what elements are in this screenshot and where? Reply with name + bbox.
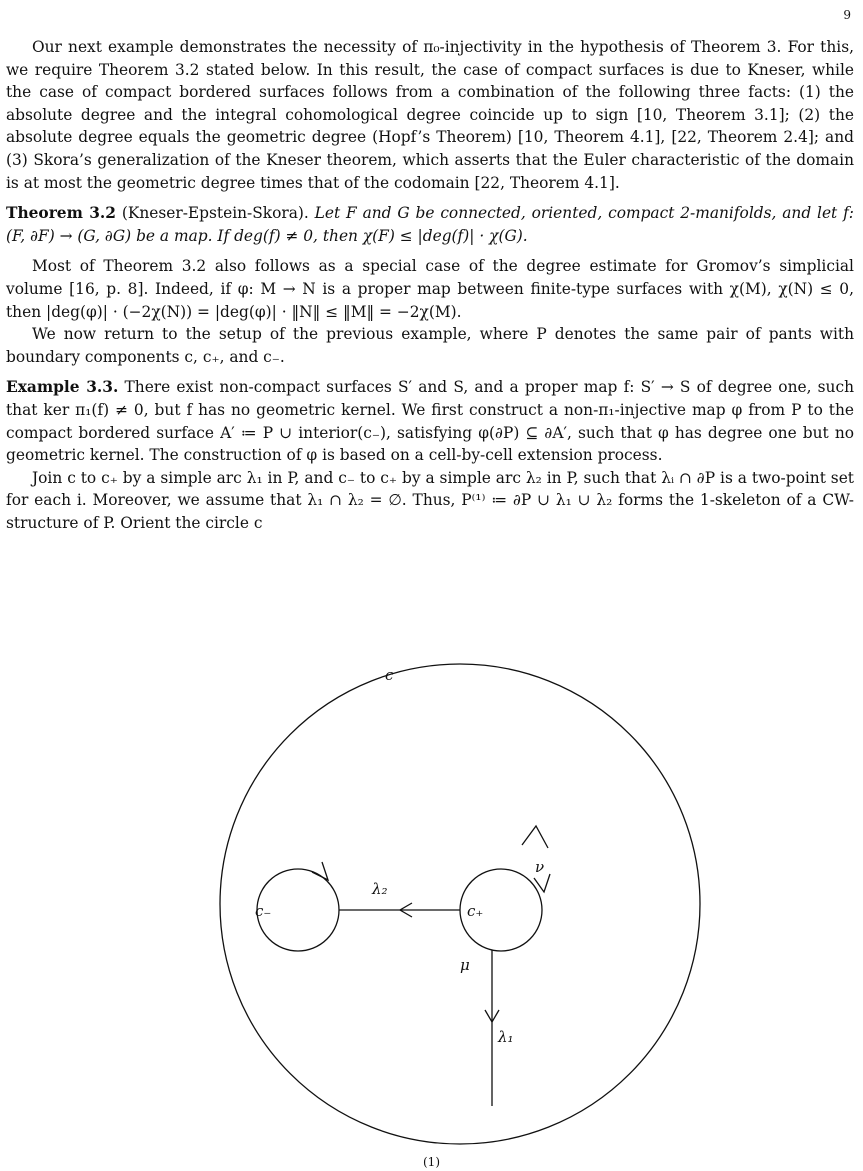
label-c: c — [385, 666, 394, 684]
figure-caption: (1) — [423, 1155, 440, 1169]
theorem-statement: Let F and G be connected, oriented, compact 2-manifolds, and let f: (F, ∂F) → (G, ∂G) be a map. If deg(f) ≠ 0, then χ(F) ≤ |deg(f)| · χ(G). — [6, 204, 854, 245]
theorem-3-2 — [6, 202, 854, 247]
body-text — [6, 36, 854, 542]
pair-of-pants-figure — [200, 650, 720, 1170]
arrow-on-c-minus — [312, 862, 328, 880]
label-nu: ν — [535, 858, 545, 876]
example-3-3 — [6, 376, 854, 466]
example-heading: Example 3.3. — [6, 378, 119, 397]
arrow-on-c — [522, 826, 548, 848]
example-statement: There exist non-compact surfaces S′ and S, and a proper map f: S′ → S of degree one, such that ker π₁(f) ≠ 0, but f has no geometric kernel. We first construct a non-π₁-injective map φ from P to the compact bordered surface A′ ≔ P ∪ interior(c₋), satisfying φ(∂P) ⊆ ∂A′, such that φ has degree one but no geometric kernel. The construction of φ is based on a cell-by-cell extension process. — [6, 378, 854, 465]
paragraph-cw-structure: Join c to c₊ by a simple arc λ₁ in P, and c₋ to c₊ by a simple arc λ₂ in P, such that λᵢ ∩ ∂P is a two-point set for each i. Moreover, we assume that λ₁ ∩ λ₂ = ∅. Thus, P⁽¹⁾ ≔ ∂P ∪ λ₁ ∪ λ₂ forms the 1-skeleton of a CW-structure of P. Orient the circle c — [6, 468, 854, 532]
label-lambda2: λ₂ — [372, 880, 388, 898]
label-mu: μ — [460, 956, 470, 974]
label-c-plus: c₊ — [467, 902, 484, 920]
page-number: 9 — [843, 8, 851, 22]
paragraph-setup: We now return to the setup of the previous example, where P denotes the same pair of pants with boundary components c, c₊, and c₋. — [6, 325, 854, 366]
label-lambda1: λ₁ — [498, 1028, 514, 1046]
label-c-minus: c₋ — [255, 902, 272, 920]
paragraph-intro: Our next example demonstrates the necessity of π₀-injectivity in the hypothesis of Theorem 3. For this, we require Theorem 3.2 stated below. In this result, the case of compact surfaces is due to Kneser, while the case of compact bordered surfaces follows from a combination of the following three facts: (1) the absolute degree and the integral cohomological degree coincide up to sign [10, Theorem 3.1]; (2) the absolute degree equals the geometric degree (Hopf’s Theorem) [10, Theorem 4.1], [22, Theorem 2.4]; and (3) Skora’s generalization of the Kneser theorem, which asserts that the Euler characteristic of the domain is at most the geometric degree times that of the codomain [22, Theorem 4.1]. — [6, 38, 854, 192]
pair-of-pants-diagram — [200, 650, 720, 1170]
paragraph-simplicial-volume: Most of Theorem 3.2 also follows as a special case of the degree estimate for Gromov’s simplicial volume [16, p. 8]. Indeed, if φ: M → N is a proper map between finite-type surfaces with χ(M), χ(N) ≤ 0, then |deg(φ)| · (−2χ(N)) = |deg(φ)| · ‖N‖ ≤ ‖M‖ = −2χ(M). — [6, 257, 854, 321]
theorem-heading: Theorem 3.2 — [6, 204, 116, 223]
theorem-attribution: (Kneser-Epstein-Skora). — [121, 204, 309, 223]
